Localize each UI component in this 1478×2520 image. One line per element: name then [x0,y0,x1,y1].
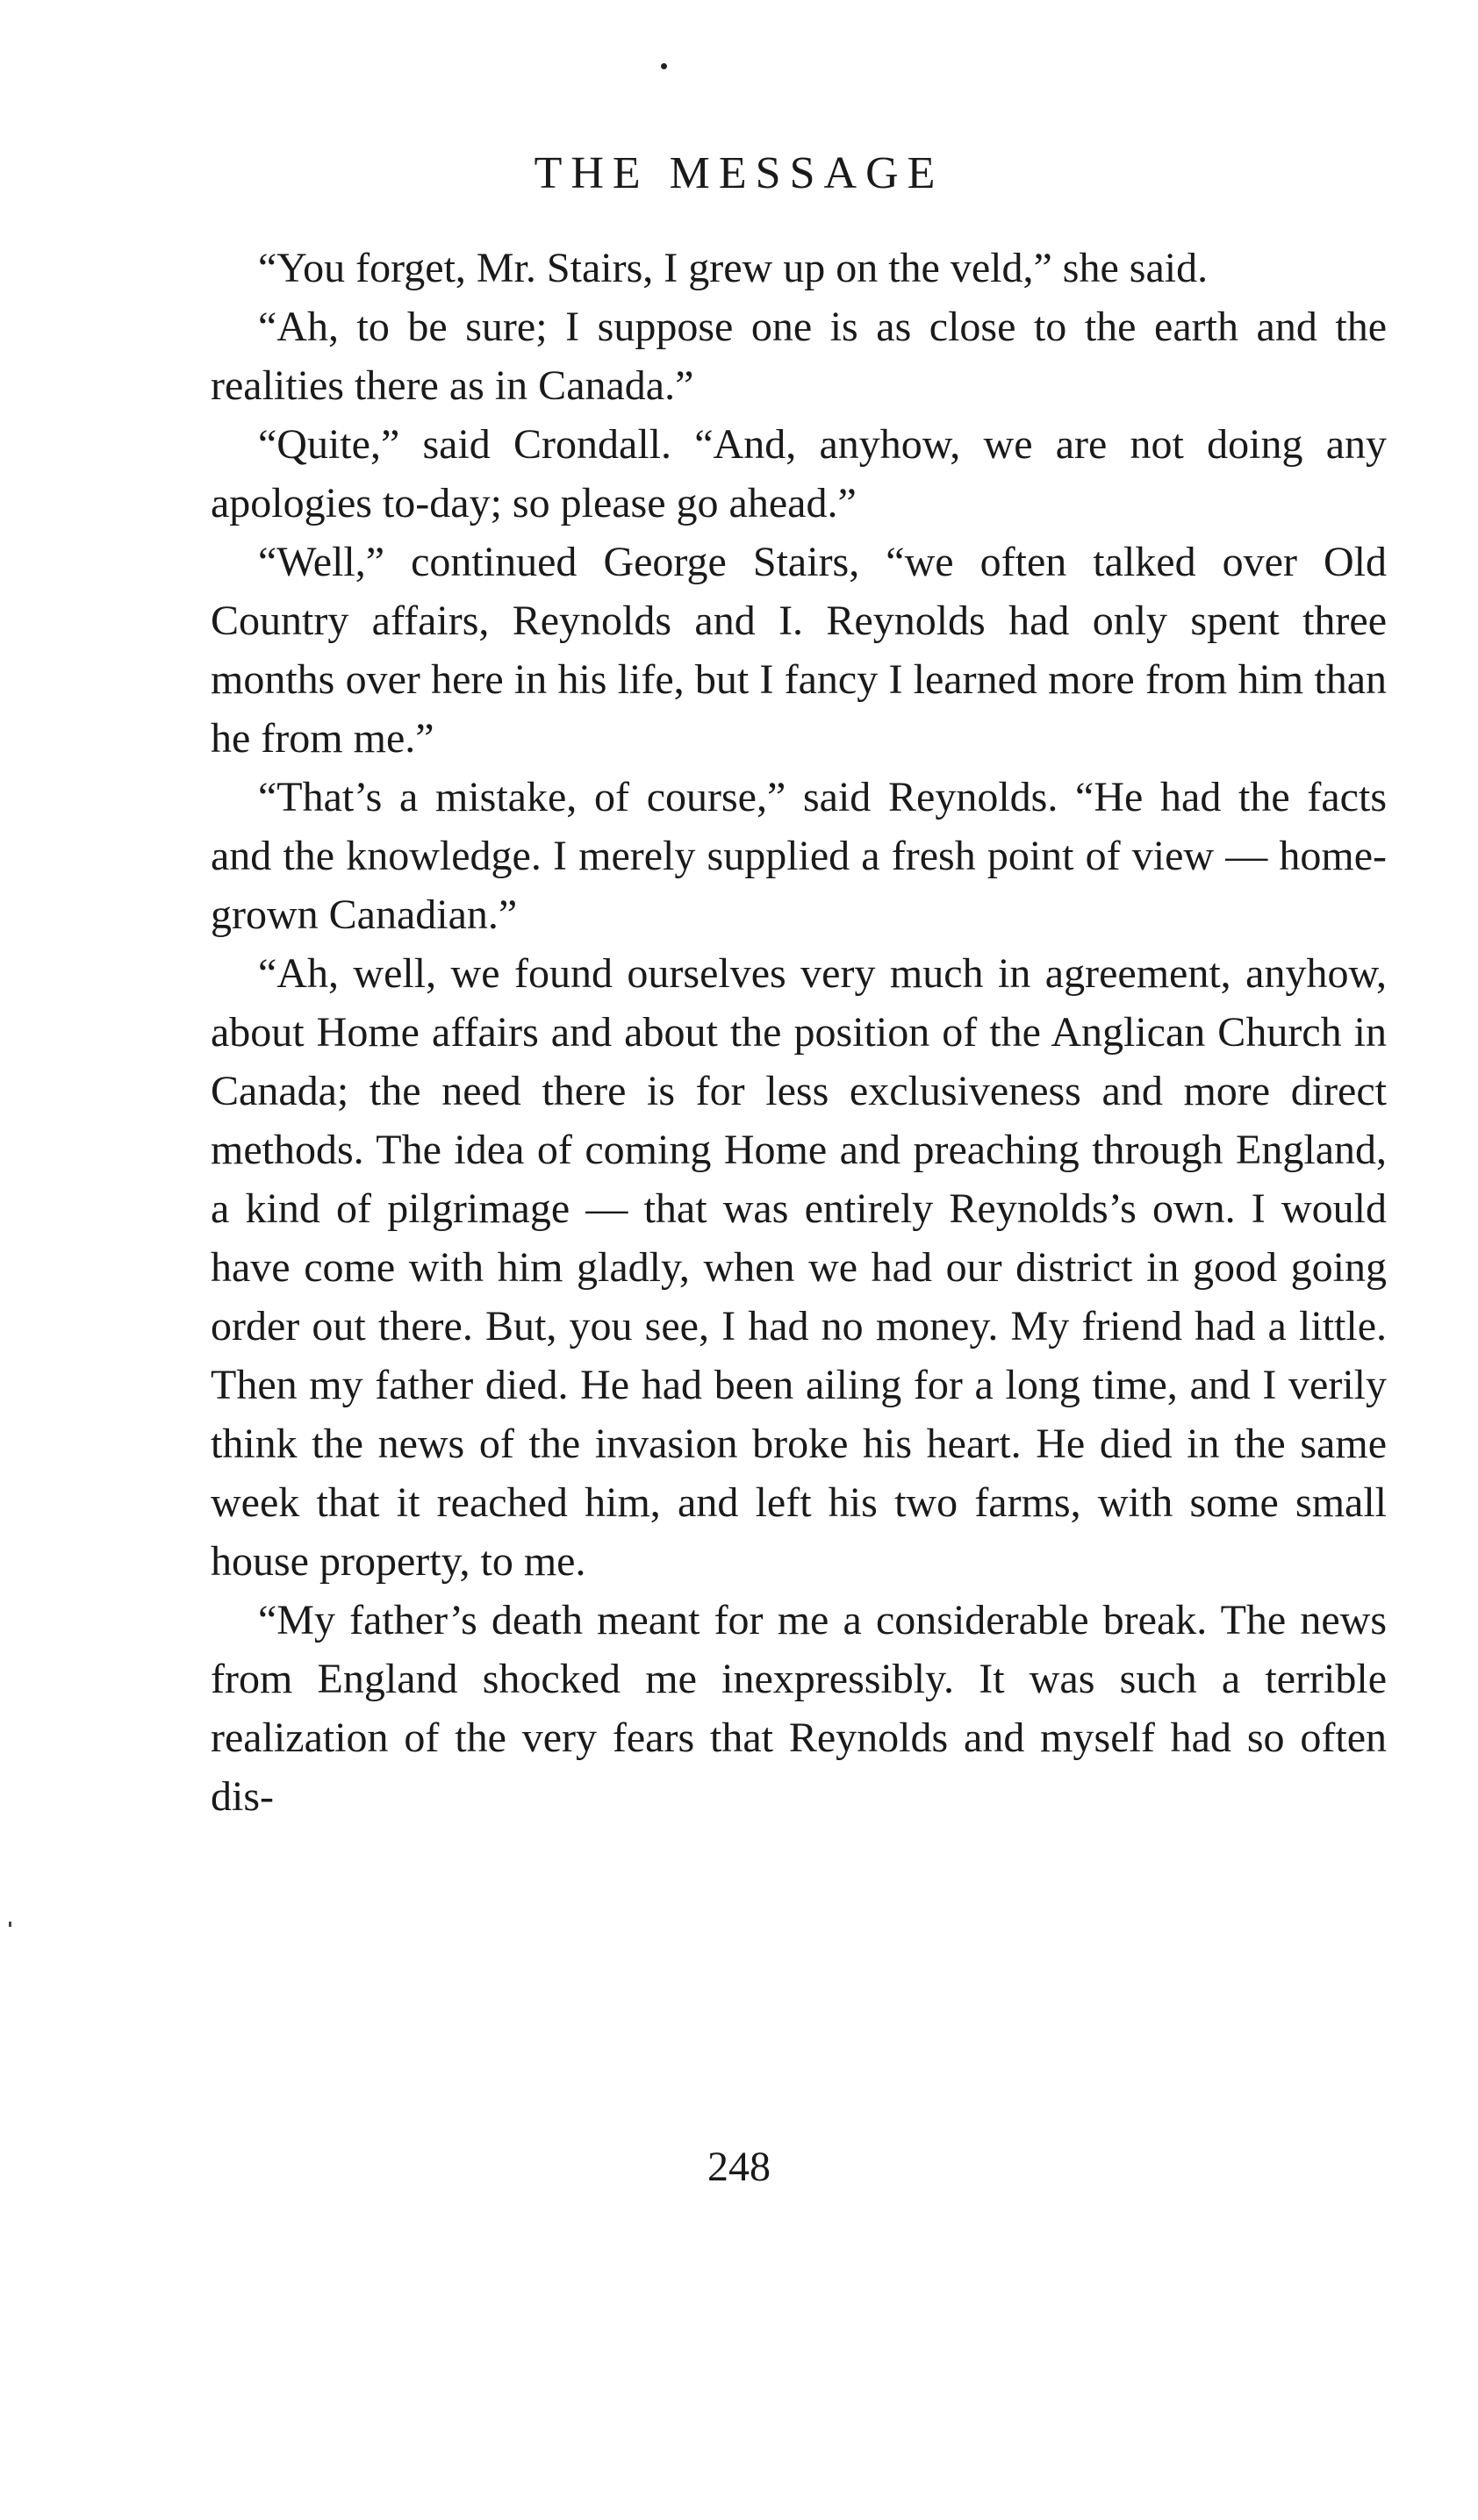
body-text [211,239,1387,1826]
ink-speck [661,63,667,69]
paragraph: “Ah, well, we found ourselves very much in agreement, anyhow, about Home affairs and about the position of the Anglican Church in Canada; the need there is for less exclusiveness and more direct methods. The idea of coming Home and preaching through England, a kind of pilgrimage — that was entirely Reynolds’s own. I would have come with him gladly, when we had our district in good going order out there. But, you see, I had no money. My friend had a little. Then my father died. He had been ailing for a long time, and I verily think the news of the invasion broke his heart. He died in the same week that it reached him, and left his two farms, with some small house property, to me. [211,950,1387,1585]
page-number: 248 [707,2144,771,2190]
running-head: THE MESSAGE [534,148,944,198]
paragraph: “My father’s death meant for me a considerable break. The news from England shocked me inexpressibly. It was such a terrible realization of the very fears that Reynolds and myself had so often dis- [211,1597,1387,1820]
paragraph: “Quite,” said Crondall. “And, anyhow, we are not doing any apologies to-day; so please go ahead.” [211,421,1387,526]
paragraph: “Ah, to be sure; I suppose one is as close to the earth and the realities there as in Canada.” [211,304,1387,409]
paragraph: “Well,” continued George Stairs, “we often talked over Old Country affairs, Reynolds and I. Reynolds had only spent three months over here in his life, but I fancy I learned more from him than he from me.” [211,539,1387,762]
margin-speck [9,1922,11,1927]
paragraph: “You forget, Mr. Stairs, I grew up on the veld,” she said. [258,245,1209,291]
paragraph: “That’s a mistake, of course,” said Reynolds. “He had the facts and the knowledge. I merely supplied a fresh point of view — home-grown Canadian.” [211,774,1387,938]
